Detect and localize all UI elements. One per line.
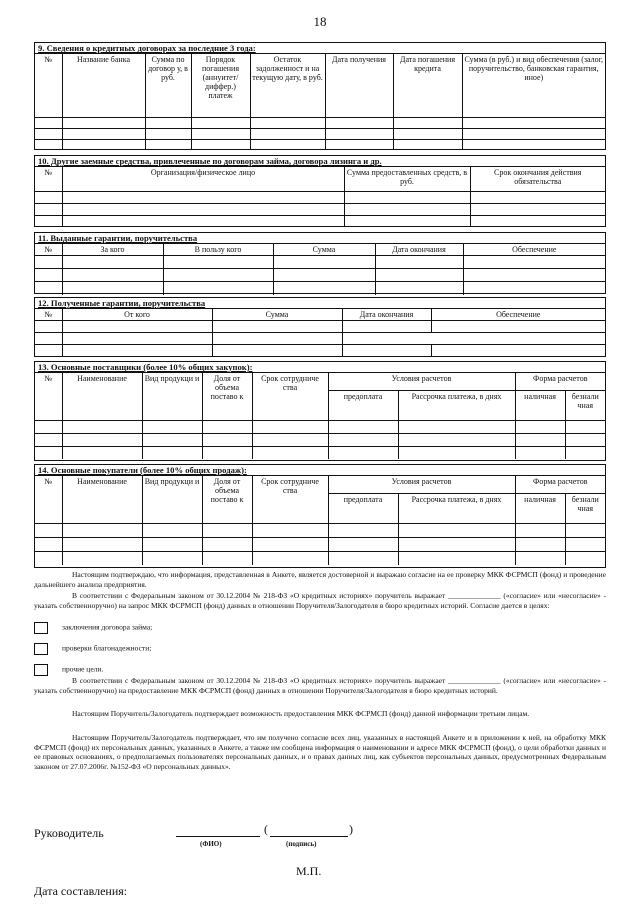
issued-guarantees-table bbox=[35, 244, 605, 295]
cell[interactable] bbox=[62, 269, 163, 282]
cell[interactable] bbox=[35, 191, 62, 203]
col-number: № bbox=[35, 309, 62, 321]
cell[interactable] bbox=[328, 551, 398, 565]
cell[interactable] bbox=[35, 139, 62, 150]
credit-history-request-paragraph: В соответствии с Федеральным законом от 30.12.2004 № 218-ФЗ «О кредитных историях» поручитель выражает ______________ («согласие» или «несогласие» - указать собственноручно) на запрос МКК ФСРМСП (фонд) данных в отношении Поручителя/Залогодателя в бюро кредитных историй. Согласие дается в целях: bbox=[34, 591, 606, 610]
cell[interactable] bbox=[463, 269, 605, 282]
cell[interactable] bbox=[62, 282, 163, 295]
cell[interactable] bbox=[62, 139, 145, 150]
table-row bbox=[35, 282, 605, 295]
cell[interactable] bbox=[342, 321, 431, 333]
table-row bbox=[35, 269, 605, 282]
col-term: Срок сотрудниче ства bbox=[252, 373, 328, 420]
cell[interactable] bbox=[202, 420, 252, 433]
table-row bbox=[35, 333, 605, 345]
col-cashless: безнали чная bbox=[565, 493, 605, 523]
paren-open: ( bbox=[264, 822, 268, 836]
cell[interactable] bbox=[515, 537, 565, 551]
cell[interactable] bbox=[462, 128, 605, 139]
col-number: № bbox=[35, 244, 62, 256]
table-row bbox=[35, 523, 605, 537]
cell[interactable] bbox=[515, 523, 565, 537]
cell[interactable] bbox=[62, 117, 145, 128]
cell[interactable] bbox=[344, 215, 470, 227]
col-end-date: Дата окончания bbox=[375, 244, 463, 256]
col-product-type: Вид продукци и bbox=[142, 373, 202, 420]
cell[interactable] bbox=[470, 191, 605, 203]
cell[interactable] bbox=[191, 128, 250, 139]
col-share: Доля от объема поставо к bbox=[202, 373, 252, 420]
col-amount: Сумма bbox=[273, 244, 375, 256]
section-title: 13. Основные поставщики (более 10% общих закупок): bbox=[35, 362, 605, 373]
cell[interactable] bbox=[328, 537, 398, 551]
section-title: 11. Выданные гарантии, поручительства bbox=[35, 233, 605, 244]
cell[interactable] bbox=[62, 523, 142, 537]
cell[interactable] bbox=[163, 256, 273, 269]
cell[interactable] bbox=[62, 256, 163, 269]
cell[interactable] bbox=[431, 345, 605, 357]
received-guarantees-table bbox=[35, 309, 605, 357]
cell[interactable] bbox=[62, 321, 212, 333]
cell[interactable] bbox=[463, 282, 605, 295]
fio-caption: (ФИО) bbox=[200, 840, 222, 848]
cell[interactable] bbox=[62, 191, 344, 203]
cell[interactable] bbox=[163, 282, 273, 295]
cell[interactable] bbox=[393, 117, 462, 128]
cell[interactable] bbox=[462, 139, 605, 150]
cell[interactable] bbox=[328, 433, 398, 446]
table-row bbox=[35, 215, 605, 227]
compilation-date-label: Дата составления: bbox=[34, 884, 128, 898]
checkbox-label: проверки благонадежности; bbox=[62, 643, 152, 653]
cell[interactable] bbox=[35, 446, 62, 459]
section-title: 10. Другие заемные средства, привлеченные по договорам займа, договора лизинга и др. bbox=[35, 156, 605, 167]
table-row bbox=[35, 446, 605, 459]
cell[interactable] bbox=[342, 345, 431, 357]
cell[interactable] bbox=[191, 117, 250, 128]
cell[interactable] bbox=[328, 420, 398, 433]
cell[interactable] bbox=[35, 321, 62, 333]
cell[interactable] bbox=[145, 128, 191, 139]
cell[interactable] bbox=[515, 420, 565, 433]
signature-caption: (подпись) bbox=[286, 840, 317, 848]
cell[interactable] bbox=[163, 269, 273, 282]
cell[interactable] bbox=[35, 523, 62, 537]
table-row bbox=[35, 139, 605, 150]
col-payment-terms: Условия расчетов bbox=[328, 373, 515, 390]
col-payment-terms: Условия расчетов bbox=[328, 476, 515, 493]
section-main-buyers bbox=[34, 464, 606, 568]
cell[interactable] bbox=[62, 215, 344, 227]
checkbox-loan-agreement[interactable] bbox=[34, 622, 48, 634]
cell[interactable] bbox=[515, 551, 565, 565]
col-number: № bbox=[35, 476, 62, 523]
table-row bbox=[35, 420, 605, 433]
cell[interactable] bbox=[142, 446, 202, 459]
col-amount: Сумма по договор у, в руб. bbox=[145, 54, 191, 117]
col-security: Обеспечение bbox=[463, 244, 605, 256]
cell[interactable] bbox=[62, 420, 142, 433]
cell[interactable] bbox=[142, 420, 202, 433]
cell[interactable] bbox=[398, 537, 515, 551]
table-row bbox=[35, 117, 605, 128]
col-security: Обеспечение bbox=[431, 309, 605, 321]
third-party-paragraph: Настоящим Поручитель/Залогодатель подтверждает возможность предоставления МКК ФСРМСП (фонд) данной информации третьим лицам. bbox=[72, 709, 530, 718]
col-bank-name: Название банка bbox=[62, 54, 145, 117]
col-cash: наличная bbox=[515, 493, 565, 523]
cell[interactable] bbox=[35, 537, 62, 551]
director-label: Руководитель bbox=[34, 826, 104, 840]
cell[interactable] bbox=[62, 446, 142, 459]
col-number: № bbox=[35, 54, 62, 117]
cell[interactable] bbox=[252, 551, 328, 565]
credit-agreements-table bbox=[35, 54, 605, 150]
cell[interactable] bbox=[565, 537, 605, 551]
cell[interactable] bbox=[35, 333, 62, 345]
col-organization: Организация/физическое лицо bbox=[62, 167, 344, 191]
table-row bbox=[35, 551, 605, 565]
cell[interactable] bbox=[35, 433, 62, 446]
cell[interactable] bbox=[202, 537, 252, 551]
col-repayment-order: Порядок погашения (аннуитет/ диффер.) платеж bbox=[191, 54, 250, 117]
cell[interactable] bbox=[565, 433, 605, 446]
cell[interactable] bbox=[252, 523, 328, 537]
cell[interactable] bbox=[252, 420, 328, 433]
col-payment-form: Форма расчетов bbox=[515, 373, 605, 390]
cell[interactable] bbox=[462, 117, 605, 128]
personal-data-paragraph: Настоящим Поручитель/Залогодатель подтверждает, что им получено согласие всех лиц, указанных в настоящей Анкете и в приложении к ней, на обработку МКК ФСРМСП (фонд) их персональных данных, указанных в Анкете, а также им сообщена информация о наименовании и адресе МКК ФСРМСП (фонд), о цели обработки данных и ее правовых основаниях, о предполагаемых пользователях персональных данных, и о правах данных лиц, как субъектов персональных данных, предусмотренных Федеральным законом от 27.07.2006г. №152-ФЗ «О персональных данных». bbox=[34, 733, 606, 771]
checkbox-other-purposes[interactable] bbox=[34, 664, 48, 676]
table-row bbox=[35, 321, 605, 333]
cell[interactable] bbox=[35, 551, 62, 565]
cell[interactable] bbox=[62, 551, 142, 565]
col-amount: Сумма bbox=[212, 309, 342, 321]
col-for-whom: За кого bbox=[62, 244, 163, 256]
cell[interactable] bbox=[515, 433, 565, 446]
page-number: 18 bbox=[313, 14, 327, 29]
table-row bbox=[35, 256, 605, 269]
cell[interactable] bbox=[470, 215, 605, 227]
cell[interactable] bbox=[35, 282, 62, 295]
cell[interactable] bbox=[202, 551, 252, 565]
col-installment: Рассрочка платежа, в днях bbox=[398, 493, 515, 523]
cell[interactable] bbox=[35, 215, 62, 227]
col-prepayment: предоплата bbox=[328, 493, 398, 523]
cell[interactable] bbox=[398, 523, 515, 537]
col-cash: наличная bbox=[515, 390, 565, 420]
col-name: Наименование bbox=[62, 373, 142, 420]
confirmation-paragraph: Настоящим подтверждаю, что информация, представленная в Анкете, является достоверной и выражаю согласие на ее проверку МКК ФСРМСП (фонд) и проведение дальнейшего анализа предприятия. bbox=[34, 570, 606, 589]
col-from-whom: От кого bbox=[62, 309, 212, 321]
cell[interactable] bbox=[35, 420, 62, 433]
table-row bbox=[35, 433, 605, 446]
cell[interactable] bbox=[398, 420, 515, 433]
cell[interactable] bbox=[250, 139, 325, 150]
col-repay-date: Дата погашения кредита bbox=[393, 54, 462, 117]
cell[interactable] bbox=[202, 433, 252, 446]
cell[interactable] bbox=[565, 420, 605, 433]
cell[interactable] bbox=[463, 256, 605, 269]
cell[interactable] bbox=[565, 446, 605, 459]
cell[interactable] bbox=[398, 551, 515, 565]
cell[interactable] bbox=[375, 269, 463, 282]
cell[interactable] bbox=[252, 433, 328, 446]
signature-line[interactable] bbox=[270, 822, 348, 837]
cell[interactable] bbox=[252, 446, 328, 459]
checkbox-label: прочие цели. bbox=[62, 664, 104, 674]
cell[interactable] bbox=[202, 446, 252, 459]
col-number: № bbox=[35, 373, 62, 420]
col-prepayment: предоплата bbox=[328, 390, 398, 420]
col-beneficiary: В пользу кого bbox=[163, 244, 273, 256]
cell[interactable] bbox=[273, 256, 375, 269]
cell[interactable] bbox=[398, 433, 515, 446]
section-title: 14. Основные покупатели (более 10% общих продаж): bbox=[35, 465, 605, 476]
section-main-suppliers bbox=[34, 361, 606, 461]
cell[interactable] bbox=[142, 433, 202, 446]
cell[interactable] bbox=[35, 269, 62, 282]
cell[interactable] bbox=[344, 203, 470, 215]
cell[interactable] bbox=[35, 117, 62, 128]
cell[interactable] bbox=[145, 139, 191, 150]
section-issued-guarantees bbox=[34, 232, 606, 294]
col-amount: Сумма предоставленных средств, в руб. bbox=[344, 167, 470, 191]
cell[interactable] bbox=[515, 446, 565, 459]
col-end-date: Срок окончания действия обязательства bbox=[470, 167, 605, 191]
cell[interactable] bbox=[273, 269, 375, 282]
table-row bbox=[35, 345, 605, 357]
table-row bbox=[35, 537, 605, 551]
col-cashless: безнали чная bbox=[565, 390, 605, 420]
fio-line[interactable] bbox=[176, 822, 260, 837]
paren-close: ) bbox=[349, 822, 353, 836]
col-term: Срок сотрудниче ства bbox=[252, 476, 328, 523]
checkbox-row-reliability bbox=[34, 643, 151, 655]
checkbox-label: заключения договора займа; bbox=[62, 622, 153, 632]
cell[interactable] bbox=[62, 345, 212, 357]
cell[interactable] bbox=[393, 128, 462, 139]
cell[interactable] bbox=[142, 537, 202, 551]
checkbox-reliability-check[interactable] bbox=[34, 643, 48, 655]
cell[interactable] bbox=[62, 333, 212, 345]
cell[interactable] bbox=[250, 117, 325, 128]
col-product-type: Вид продукци и bbox=[142, 476, 202, 523]
main-suppliers-table bbox=[35, 373, 605, 459]
cell[interactable] bbox=[62, 203, 344, 215]
cell[interactable] bbox=[191, 139, 250, 150]
cell[interactable] bbox=[35, 345, 62, 357]
cell[interactable] bbox=[325, 117, 393, 128]
cell[interactable] bbox=[565, 551, 605, 565]
cell[interactable] bbox=[142, 523, 202, 537]
checkbox-row-loan bbox=[34, 622, 152, 634]
main-buyers-table bbox=[35, 476, 605, 565]
cell[interactable] bbox=[344, 191, 470, 203]
col-receive-date: Дата получения bbox=[325, 54, 393, 117]
section-received-guarantees bbox=[34, 297, 606, 357]
cell[interactable] bbox=[35, 203, 62, 215]
col-share: Доля от объема поставо к bbox=[202, 476, 252, 523]
cell[interactable] bbox=[212, 333, 342, 345]
col-number: № bbox=[35, 167, 62, 191]
cell[interactable] bbox=[342, 333, 431, 345]
credit-history-provide-paragraph: В соответствии с Федеральным законом от 30.12.2004 № 218-ФЗ «О кредитных историях» поручитель выражает ______________ («согласие» или «несогласие» - указать собственноручно) на предоставление МКК ФСРМСП (фонд) данных в отношении Поручителя/Залогодателя в бюро кредитных историй. bbox=[34, 676, 606, 695]
cell[interactable] bbox=[273, 282, 375, 295]
cell[interactable] bbox=[212, 345, 342, 357]
col-name: Наименование bbox=[62, 476, 142, 523]
col-payment-form: Форма расчетов bbox=[515, 476, 605, 493]
table-row bbox=[35, 128, 605, 139]
cell[interactable] bbox=[62, 433, 142, 446]
cell[interactable] bbox=[252, 537, 328, 551]
table-row bbox=[35, 203, 605, 215]
table-row bbox=[35, 191, 605, 203]
col-balance: Остаток задолженност и на текущую дату, в руб. bbox=[250, 54, 325, 117]
col-end-date: Дата окончания bbox=[342, 309, 431, 321]
section-other-borrowings bbox=[34, 155, 606, 227]
cell[interactable] bbox=[375, 256, 463, 269]
cell[interactable] bbox=[398, 446, 515, 459]
cell[interactable] bbox=[62, 537, 142, 551]
cell[interactable] bbox=[565, 523, 605, 537]
cell[interactable] bbox=[393, 139, 462, 150]
section-title: 12. Полученные гарантии, поручительства bbox=[35, 298, 605, 309]
cell[interactable] bbox=[35, 128, 62, 139]
other-borrowings-table bbox=[35, 167, 605, 227]
checkbox-row-other bbox=[34, 664, 103, 676]
cell[interactable] bbox=[202, 523, 252, 537]
cell[interactable] bbox=[328, 446, 398, 459]
cell[interactable] bbox=[212, 321, 342, 333]
section-credit-agreements bbox=[34, 42, 606, 150]
col-collateral: Сумма (в руб.) и вид обеспечения (залог, поручительство, банковская гарантия, иное) bbox=[462, 54, 605, 117]
cell[interactable] bbox=[325, 139, 393, 150]
col-installment: Рассрочка платежа, в днях bbox=[398, 390, 515, 420]
cell[interactable] bbox=[375, 282, 463, 295]
cell[interactable] bbox=[35, 256, 62, 269]
cell[interactable] bbox=[62, 128, 145, 139]
cell[interactable] bbox=[470, 203, 605, 215]
cell[interactable] bbox=[142, 551, 202, 565]
stamp-place: М.П. bbox=[296, 864, 322, 878]
cell[interactable] bbox=[431, 321, 605, 333]
cell[interactable] bbox=[325, 128, 393, 139]
cell[interactable] bbox=[250, 128, 325, 139]
cell[interactable] bbox=[328, 523, 398, 537]
section-title: 9. Сведения о кредитных договорах за последние 3 года: bbox=[35, 43, 605, 54]
cell[interactable] bbox=[145, 117, 191, 128]
